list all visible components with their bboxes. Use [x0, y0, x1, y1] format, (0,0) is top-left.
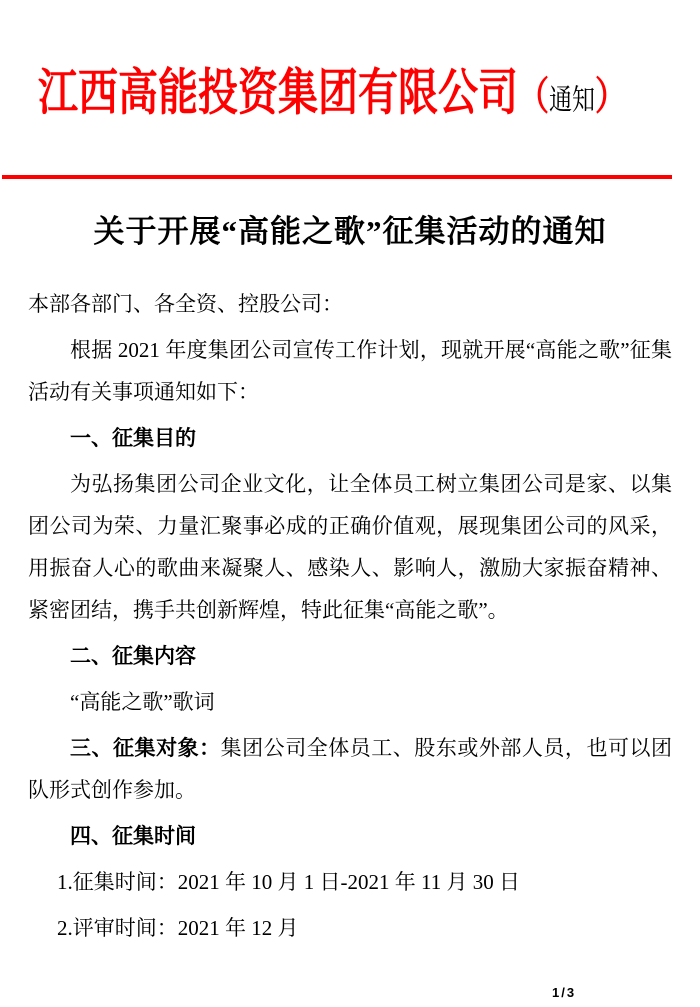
doc-type-label: 通知: [549, 84, 595, 116]
notice-body: [28, 283, 672, 953]
letterhead: [38, 53, 626, 121]
section1-body: 为弘扬集团公司企业文化，让全体员工树立集团公司是家、以集团公司为荣、力量汇聚事必成的正确价值观，展现集团公司的风采，用振奋人心的歌曲来凝聚人、感染人、影响人，激励大家振奋精神、紧密团结，携手共创新辉煌，特此征集“高能之歌”。: [28, 472, 672, 622]
section4-heading: 四、征集时间: [70, 824, 196, 848]
paren-close: ）: [595, 74, 626, 118]
intro-paragraph: 根据 2021 年度集团公司宣传工作计划，现就开展“高能之歌”征集活动有关事项通知如下：: [28, 338, 672, 404]
section3-body: 集团公司全体员工、股东或外部人员，也可以团队形式创作参加。: [28, 736, 673, 802]
section2-heading: 二、征集内容: [70, 644, 196, 668]
section3-heading: 三、征集对象：: [70, 736, 221, 760]
section3-paragraph: [28, 727, 672, 811]
red-divider-line: [2, 175, 672, 179]
section4-item-collection-time: 1.征集时间：2021 年 10 月 1 日-2021 年 11 月 30 日: [57, 870, 520, 894]
section1-heading: 一、征集目的: [70, 426, 196, 450]
notice-title: 关于开展“高能之歌”征集活动的通知: [93, 214, 607, 249]
salutation: 本部各部门、各全资、控股公司：: [28, 292, 343, 316]
section4-item-review-time: 2.评审时间：2021 年 12 月: [57, 916, 299, 940]
section2-body: “高能之歌”歌词: [70, 690, 215, 714]
paren-open: （: [518, 74, 549, 118]
page-number: 1/3: [552, 985, 577, 1000]
company-name: 江西高能投资集团有限公司: [38, 64, 518, 121]
letterhead-line: [38, 53, 626, 124]
